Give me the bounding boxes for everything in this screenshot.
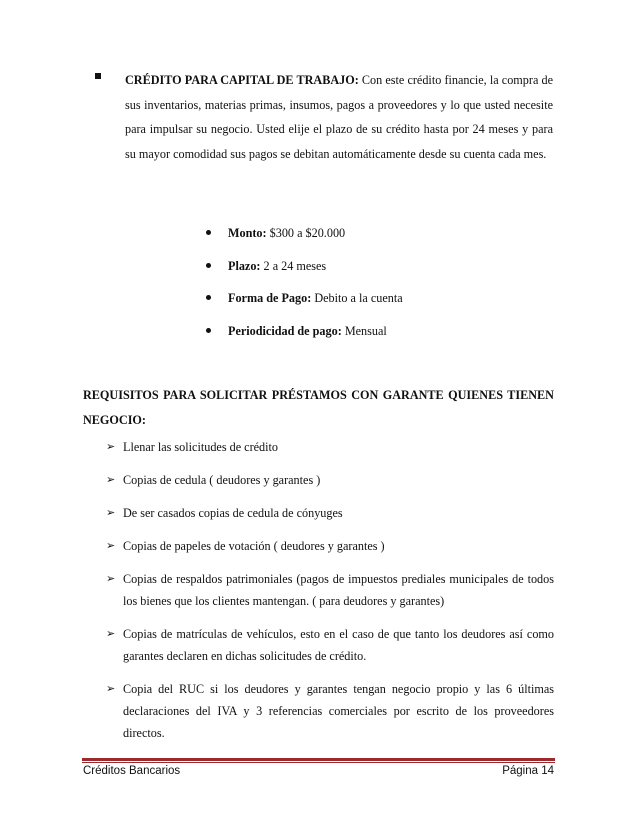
arrow-bullet-icon: ➢ (106, 539, 116, 552)
list-item: ➢ De ser casados copias de cedula de cónyuges (106, 502, 554, 524)
list-item: ➢ Llenar las solicitudes de crédito (106, 436, 554, 458)
dot-bullet-icon (206, 263, 211, 268)
detail-forma-pago (204, 289, 403, 322)
list-item: ➢ Copias de cedula ( deudores y garantes ) (106, 469, 554, 491)
detail-plazo (204, 257, 403, 290)
dot-bullet-icon (206, 295, 211, 300)
credit-title: CRÉDITO PARA CAPITAL DE TRABAJO: (125, 73, 359, 87)
requirements-title: REQUISITOS PARA SOLICITAR PRÉSTAMOS CON GARANTE QUIENES TIENEN NEGOCIO: (83, 388, 554, 427)
detail-value: Mensual (344, 323, 387, 338)
detail-label: Monto: (228, 226, 267, 240)
list-item: ➢ Copia del RUC si los deudores y garantes tengan negocio propio y las 6 últimas declaraciones del IVA y 3 referencias comerciales por escrito de los proveedores directos. (106, 678, 554, 744)
list-item: ➢ Copias de matrículas de vehículos, esto en el caso de que tanto los deudores así como garantes declaren en dichas solicitudes de crédito. (106, 623, 554, 667)
detail-value: Debito a la cuenta (314, 291, 403, 305)
arrow-bullet-icon: ➢ (106, 440, 116, 453)
arrow-bullet-icon: ➢ (106, 506, 116, 519)
credit-text: Con este crédito financie, la compra de sus inventarios, materias primas, insumos, pagos a proveedores y lo que usted necesite para impulsar su negocio. Usted elije el plazo de su crédito hasta por 24 meses y para su mayor comodidad sus pagos se debitan automáticamente desde su cuenta cada mes. (125, 73, 553, 161)
footer-document-title: Créditos Bancarios (83, 765, 181, 777)
dot-bullet-icon (206, 230, 211, 235)
list-item: ➢ Copias de respaldos patrimoniales (pagos de impuestos prediales municipales de todos los bienes que los clientes mantengan. ( para deudores y garantes) (106, 568, 554, 612)
footer-page-number: Página 14 (502, 765, 554, 777)
arrow-bullet-icon: ➢ (106, 682, 116, 695)
detail-label: Forma de Pago: (228, 291, 312, 305)
detail-value: $300 a $20.000 (269, 226, 346, 240)
arrow-bullet-icon: ➢ (106, 627, 116, 640)
footer-divider (82, 758, 555, 761)
requirements-list (106, 436, 554, 755)
credit-details-list (204, 224, 403, 354)
arrow-bullet-icon: ➢ (106, 572, 116, 585)
detail-label: Plazo: (228, 258, 261, 273)
square-bullet-icon (95, 73, 101, 79)
credit-section (95, 68, 553, 166)
dot-bullet-icon (206, 328, 211, 333)
arrow-bullet-icon: ➢ (106, 473, 116, 486)
list-item: ➢ Copias de papeles de votación ( deudores y garantes ) (106, 535, 554, 557)
detail-periodicidad (204, 322, 403, 355)
detail-monto (204, 224, 403, 257)
footer-divider-thin (82, 762, 555, 763)
detail-value: 2 a 24 meses (263, 258, 327, 273)
credit-paragraph (125, 68, 553, 166)
detail-label: Periodicidad de pago: (228, 323, 342, 338)
